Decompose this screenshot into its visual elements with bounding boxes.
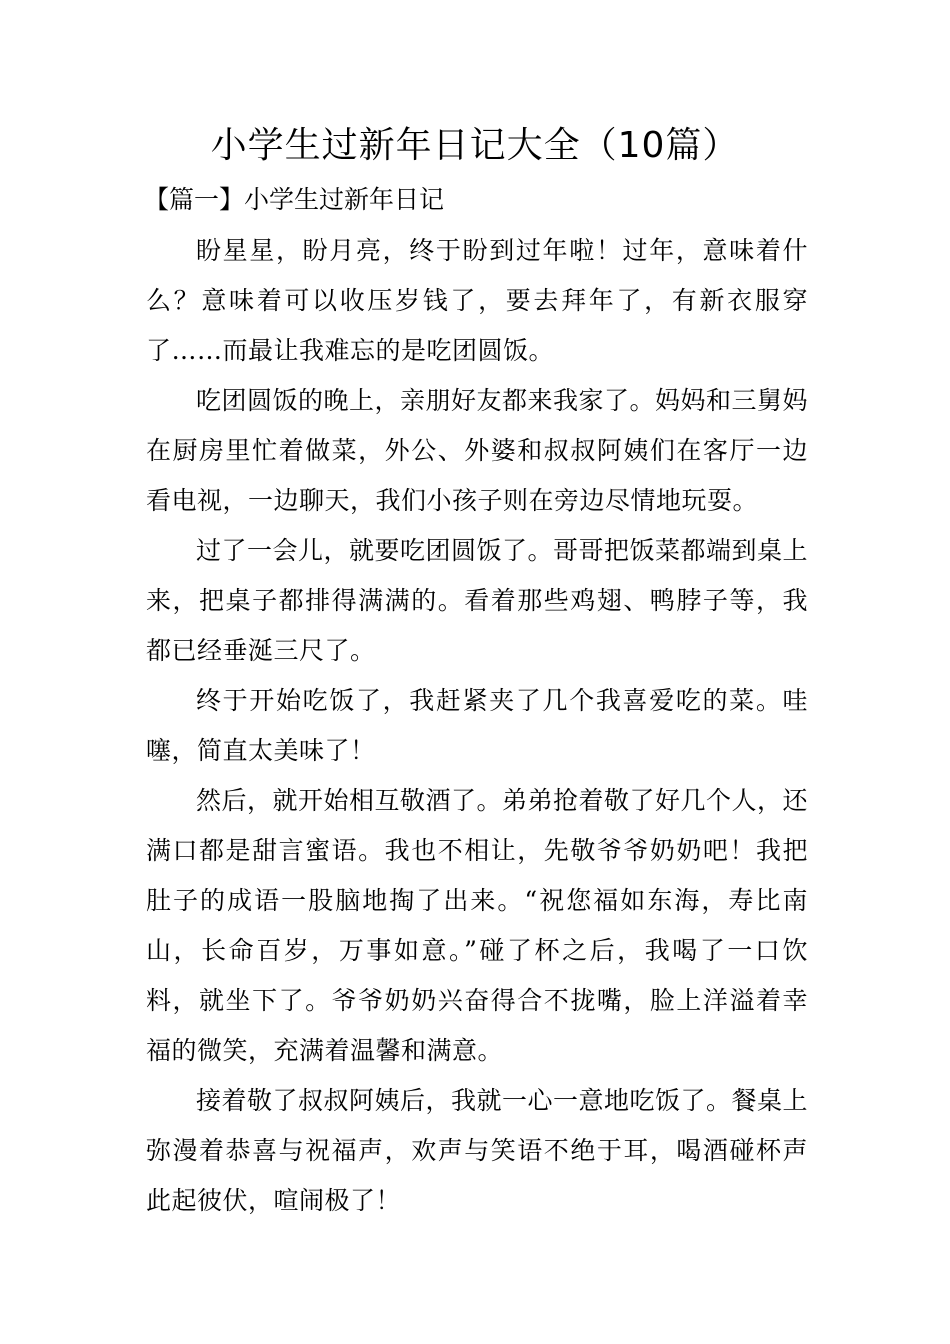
paragraph: 接着敬了叔叔阿姨后，我就一心一意地吃饭了。餐桌上弥漫着恭喜与祝福声，欢声与笑语不绝于耳，喝酒碰杯声此起彼伏，喧闹极了！	[146, 1086, 809, 1215]
section-heading: 【篇一】小学生过新年日记	[144, 185, 445, 214]
document-title: 小学生过新年日记大全（10篇）	[210, 125, 740, 166]
paragraph: 然后，就开始相互敬酒了。弟弟抢着敬了好几个人，还满口都是甜言蜜语。我也不相让，先敬爷爷奶奶吧！我把肚子的成语一股脑地掏了出来。“祝您福如东海，寿比南山，长命百岁，万事如意。”碰了杯之后，我喝了一口饮料，就坐下了。爷爷奶奶兴奋得合不拢嘴，脸上洋溢着幸福的微笑，充满着温馨和满意。	[146, 786, 809, 1065]
document-body	[146, 226, 808, 1226]
paragraph: 盼星星，盼月亮，终于盼到过年啦！过年，意味着什么？意味着可以收压岁钱了，要去拜年了，有新衣服穿了……而最让我难忘的是吃团圆饭。	[146, 236, 808, 365]
paragraph: 吃团圆饭的晚上，亲朋好友都来我家了。妈妈和三舅妈在厨房里忙着做菜，外公、外婆和叔叔阿姨们在客厅一边看电视，一边聊天，我们小孩子则在旁边尽情地玩耍。	[146, 386, 809, 515]
paragraph: 过了一会儿，就要吃团圆饭了。哥哥把饭菜都端到桌上来，把桌子都排得满满的。看着那些鸡翅、鸭脖子等，我都已经垂涎三尺了。	[146, 536, 809, 665]
paragraph: 终于开始吃饭了，我赶紧夹了几个我喜爱吃的菜。哇噻，简直太美味了！	[146, 686, 808, 765]
